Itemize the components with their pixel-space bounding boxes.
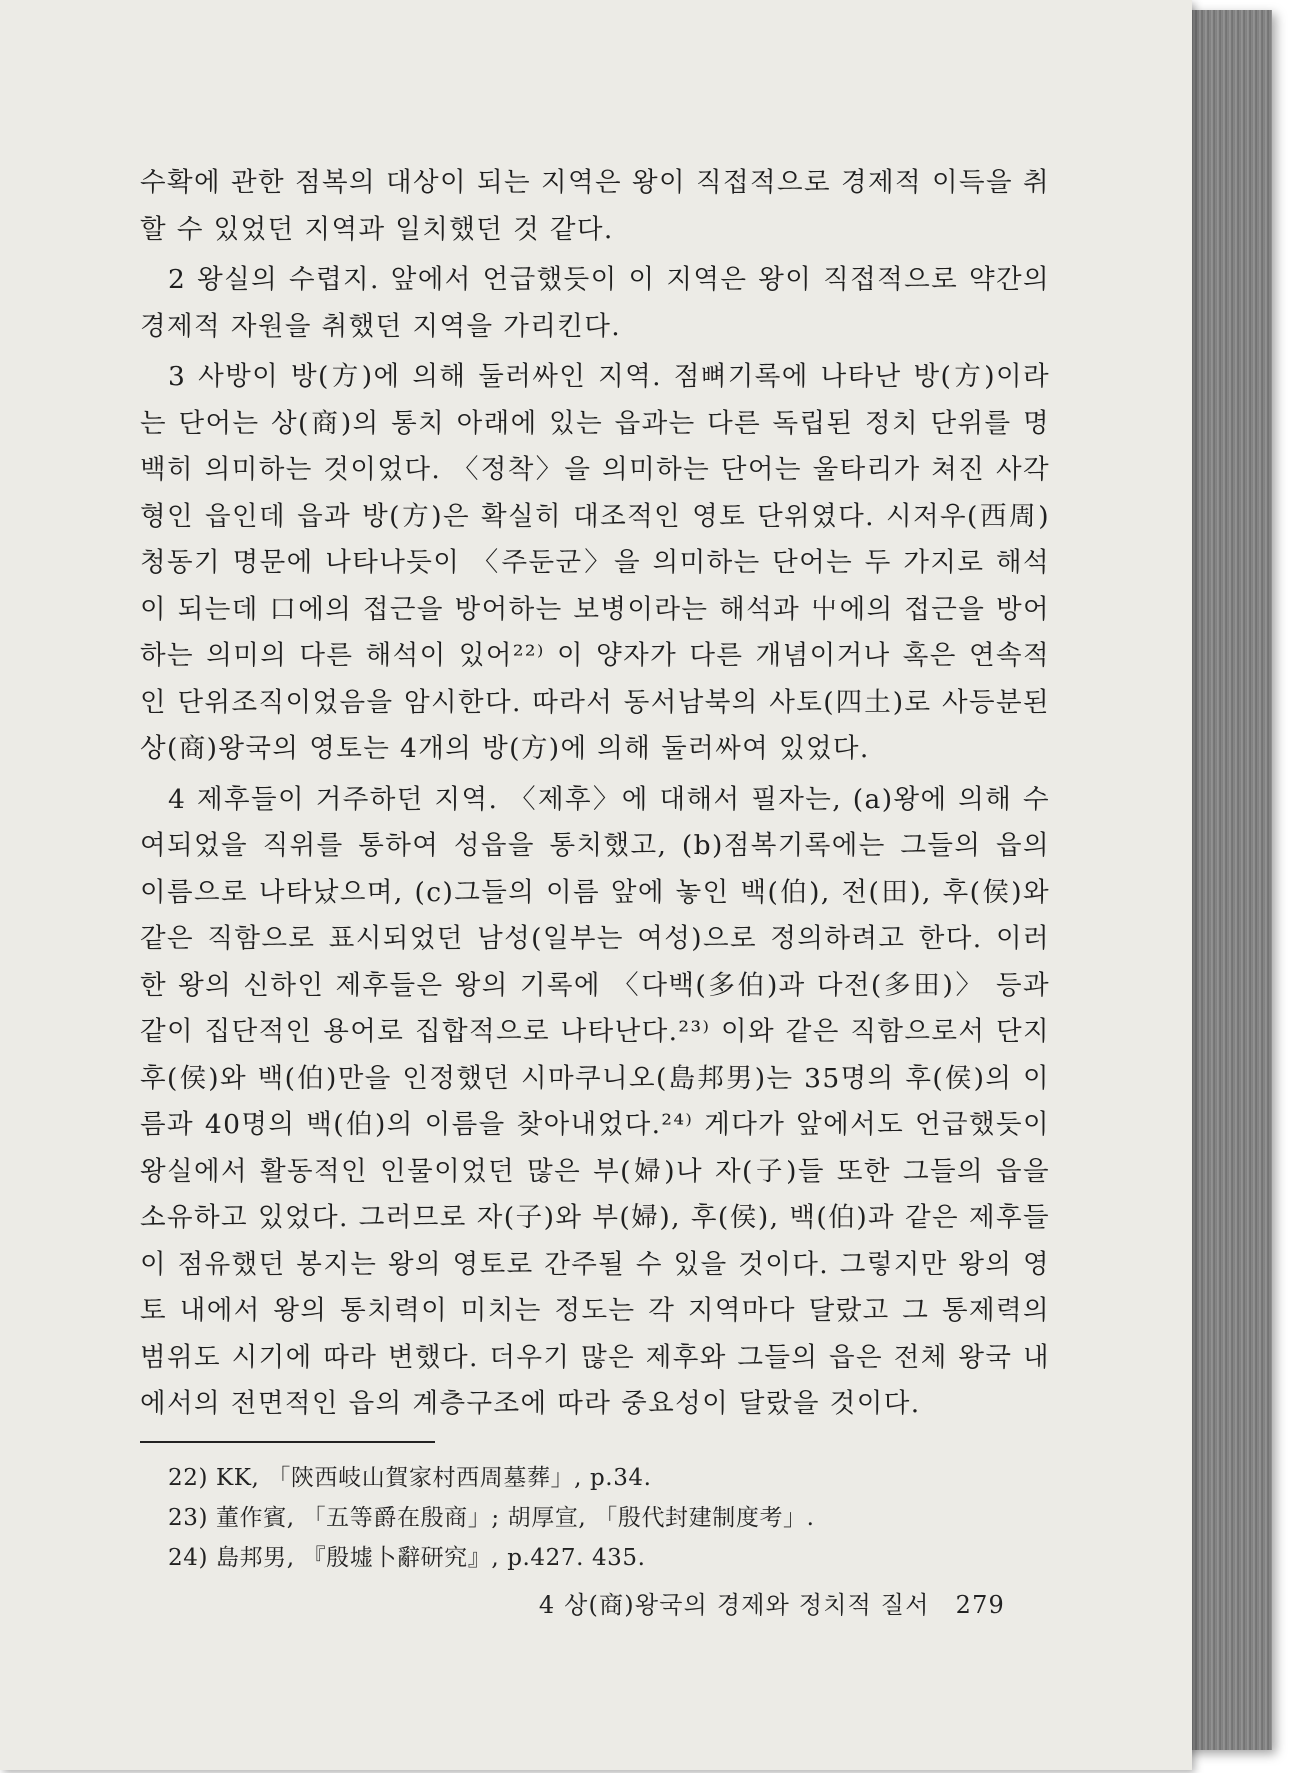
running-title: 4 상(商)왕국의 경제와 정치적 질서	[538, 1591, 930, 1619]
paragraph: 4 제후들이 거주하던 지역. 〈제후〉에 대해서 필자는, (a)왕에 의해 수여되었을 직위를 통하여 성읍을 통치했고, (b)점복기록에는 그들의 읍의 이름으로 나타났으며, (c)그들의 이름 앞에 놓인 백(伯), 전(田), 후(侯)와 같은 직함으로 표시되었던 남성(일부는 여성)으로 정의하려고 한다. 이러한 왕의 신하인 제후들은 왕의 기록에 〈다백(多伯)과 다전(多田)〉 등과 같이 집단적인 용어로 집합적으로 나타난다.²³⁾ 이와 같은 직함으로서 단지 후(侯)와 백(伯)만을 인정했던 시마쿠니오(島邦男)는 35명의 후(侯)의 이름과 40명의 백(伯)의 이름을 찾아내었다.²⁴⁾ 게다가 앞에서도 언급했듯이 왕실에서 활동적인 인물이었던 많은 부(婦)나 자(子)들 또한 그들의 읍을 소유하고 있었다. 그러므로 자(子)와 부(婦), 후(侯), 백(伯)과 같은 제후들이 점유했던 봉지는 왕의 영토로 간주될 수 있을 것이다. 그렇지만 왕의 영토 내에서 왕의 통치력이 미치는 정도는 각 지역마다 달랐고 그 통제력의 범위도 시기에 따라 변했다. 더우기 많은 제후와 그들의 읍은 전체 왕국 내에서의 전면적인 읍의 계층구조에 따라 중요성이 달랐을 것이다.	[140, 783, 1050, 1419]
paragraph: 3 사방이 방(方)에 의해 둘러싸인 지역. 점뼈기록에 나타난 방(方)이라는 단어는 상(商)의 통치 아래에 있는 읍과는 다른 독립된 정치 단위를 명백히 의미하는 것이었다. 〈정착〉을 의미하는 단어는 울타리가 쳐진 사각형인 읍인데 읍과 방(方)은 확실히 대조적인 영토 단위였다. 시저우(西周) 청동기 명문에 나타나듯이 〈주둔군〉을 의미하는 단어는 두 가지로 해석이 되는데 口에의 접근을 방어하는 보병이라는 해석과 屮에의 접근을 방어하는 의미의 다른 해석이 있어²²⁾ 이 양자가 다른 개념이거나 혹은 연속적인 단위조직이었음을 암시한다. 따라서 동서남북의 사토(四土)로 사등분된 상(商)왕국의 영토는 4개의 방(方)에 의해 둘러싸여 있었다.	[140, 361, 1050, 764]
paragraph: 수확에 관한 점복의 대상이 되는 지역은 왕이 직접적으로 경제적 이득을 취할 수 있었던 지역과 일치했던 것 같다.	[140, 167, 1050, 245]
page-number: 279	[955, 1591, 1006, 1619]
footnote-item: 24) 島邦男, 『殷墟卜辭研究』, p.427. 435.	[168, 1545, 646, 1571]
footnote-divider	[140, 1441, 435, 1443]
footnote-item: 22) KK, 「陝西岐山賀家村西周墓葬」, p.34.	[168, 1465, 652, 1491]
footnote-item: 23) 董作賓, 「五等爵在殷商」; 胡厚宣, 「殷代封建制度考」.	[168, 1505, 815, 1531]
footnotes	[168, 1458, 1048, 1578]
body-text	[140, 160, 1050, 1432]
paragraph: 2 왕실의 수렵지. 앞에서 언급했듯이 이 지역은 왕이 직접적으로 약간의 경제적 자원을 취했던 지역을 가리킨다.	[140, 264, 1050, 342]
page-footer	[539, 1585, 1005, 1620]
